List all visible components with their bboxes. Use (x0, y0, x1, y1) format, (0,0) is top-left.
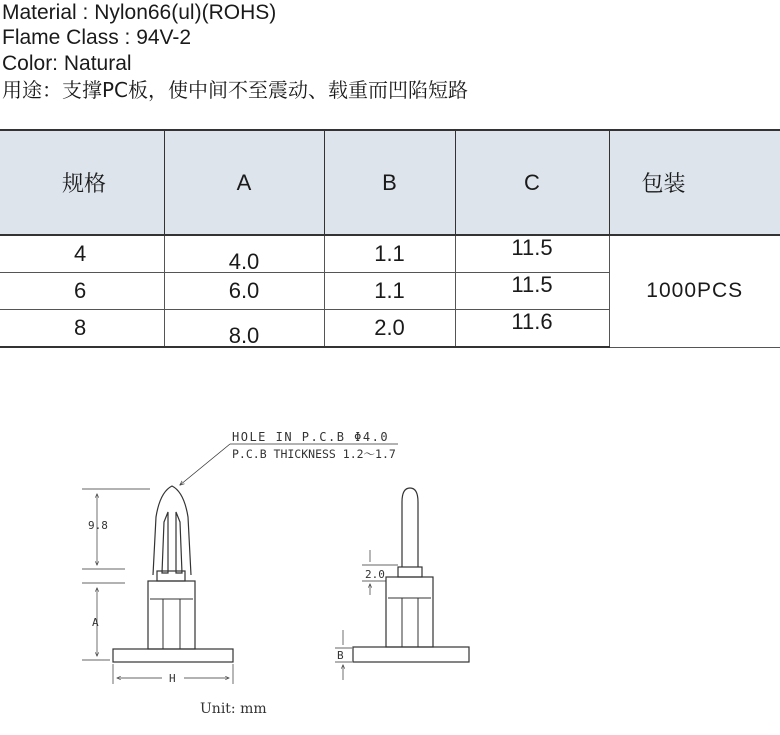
flame-class-spec: Flame Class : 94V-2 (2, 26, 192, 49)
usage-spec: 用途：支撑PC板，使中间不至震动、载重而凹陷短路 (2, 78, 469, 102)
left-slot-left (162, 512, 168, 573)
header-c: C (455, 130, 609, 235)
label-h: H (169, 672, 176, 685)
cell-size: 6 (0, 273, 164, 310)
right-base (353, 647, 469, 662)
cell-packing: 1000PCS (609, 235, 780, 347)
cell-c (455, 273, 609, 310)
cell-size: 4 (0, 235, 164, 273)
header-packing: 包装 (609, 130, 780, 235)
table-row (0, 235, 780, 273)
note-hole: HOLE IN P.C.B Φ4.0 (232, 430, 390, 444)
cell-a-value: 8.0 (228, 323, 260, 348)
cell-b: 1.1 (324, 273, 455, 310)
dim-lines-left (82, 489, 150, 660)
header-b: B (324, 130, 455, 235)
color-spec: Color: Natural (2, 52, 132, 75)
cell-c (455, 235, 609, 273)
cell-a (164, 310, 324, 348)
cell-c-value: 11.6 (511, 309, 553, 334)
cell-c (455, 310, 609, 348)
right-body-split (388, 598, 431, 647)
material-spec: Material : Nylon66(ul)(ROHS) (2, 1, 277, 24)
note-thickness: P.C.B THICKNESS 1.2～1.7 (232, 447, 396, 461)
cell-size: 8 (0, 310, 164, 348)
right-pin (402, 488, 418, 567)
header-size: 规格 (0, 130, 164, 235)
right-body (386, 577, 433, 647)
cell-b: 2.0 (324, 310, 455, 348)
header-a: A (164, 130, 324, 235)
table-header-row (0, 130, 780, 235)
left-body-split (150, 599, 193, 649)
label-a: A (92, 616, 99, 629)
unit-label: Unit: mm (200, 701, 267, 717)
cell-a-value: 4.0 (228, 249, 260, 274)
right-collar (398, 567, 422, 577)
left-base (113, 649, 233, 662)
label-b: B (337, 649, 344, 662)
cell-a (164, 235, 324, 273)
left-arrowhead (153, 486, 191, 575)
cell-b: 1.1 (324, 235, 455, 273)
label-height: 9.8 (88, 519, 108, 532)
cell-c-value: 11.5 (511, 235, 553, 260)
spec-table (0, 129, 780, 348)
label-2: 2.0 (365, 568, 385, 581)
technical-drawing (0, 362, 520, 735)
left-slot-right (176, 512, 182, 573)
cell-c-value: 11.5 (511, 272, 553, 297)
cell-a: 6.0 (164, 273, 324, 310)
left-body (148, 581, 195, 649)
